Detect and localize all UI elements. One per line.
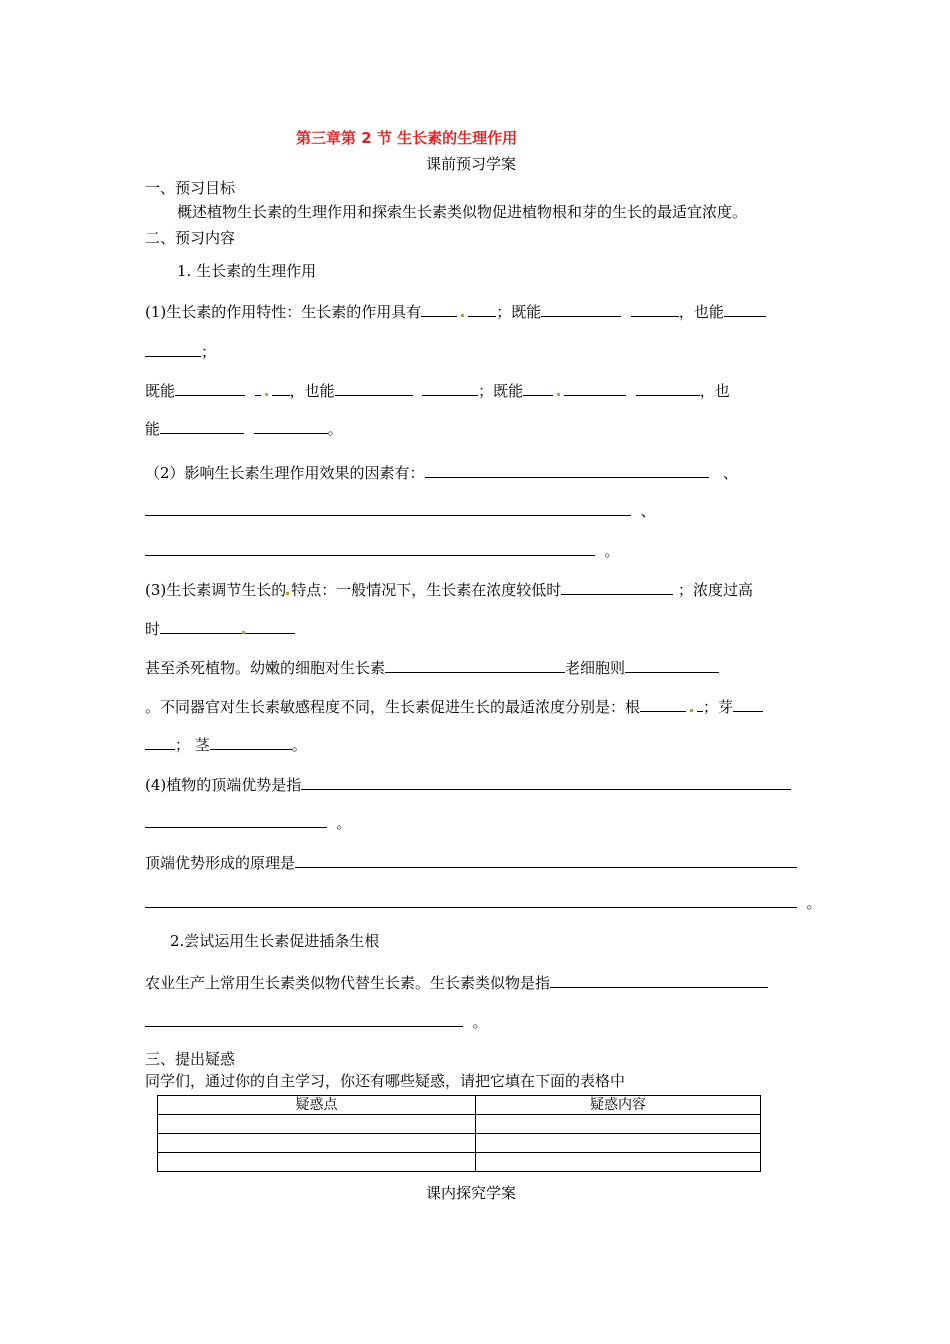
p1i: 能 bbox=[145, 420, 161, 438]
blank[interactable] bbox=[550, 972, 768, 988]
blank[interactable] bbox=[254, 418, 328, 434]
blank[interactable] bbox=[733, 696, 763, 712]
table-cell[interactable] bbox=[158, 1153, 476, 1172]
blank[interactable] bbox=[425, 462, 709, 478]
comma: 、 bbox=[640, 502, 656, 520]
p1c: ，也能 bbox=[678, 303, 724, 321]
blank[interactable] bbox=[255, 380, 261, 396]
table-cell[interactable] bbox=[158, 1115, 476, 1134]
mark-dot bbox=[557, 393, 560, 396]
period: 。 bbox=[336, 814, 352, 832]
p1a: (1)生长素的作用特性：生长素的作用具有 bbox=[145, 303, 422, 321]
p3g: 。不同器官对生长素敏感程度不同，生长素促进生长的最适浓度分别是：根 bbox=[145, 698, 641, 716]
blank[interactable] bbox=[421, 301, 457, 317]
p1f: ，也能 bbox=[289, 382, 335, 400]
blank[interactable] bbox=[160, 418, 244, 434]
blank[interactable] bbox=[145, 892, 797, 908]
blank[interactable] bbox=[631, 301, 679, 317]
blank[interactable] bbox=[145, 1011, 463, 1027]
comma: 、 bbox=[722, 464, 738, 482]
blank[interactable] bbox=[385, 657, 565, 673]
blank[interactable] bbox=[145, 540, 595, 556]
p1-line1 bbox=[145, 301, 766, 322]
blank[interactable] bbox=[564, 380, 626, 396]
p5-line2 bbox=[145, 1011, 488, 1032]
table-cell[interactable] bbox=[158, 1134, 476, 1153]
blank[interactable] bbox=[272, 380, 290, 396]
blank[interactable] bbox=[160, 618, 242, 634]
p2: （2）影响生长素生理作用效果的因素有： bbox=[145, 464, 425, 482]
blank[interactable] bbox=[145, 341, 201, 357]
blank[interactable] bbox=[640, 696, 686, 712]
p2-line2 bbox=[145, 500, 656, 521]
blank[interactable] bbox=[145, 500, 631, 516]
table-header: 疑惑点 bbox=[158, 1096, 476, 1115]
table-cell[interactable] bbox=[476, 1134, 761, 1153]
blank[interactable] bbox=[145, 812, 327, 828]
p1d: ； bbox=[201, 343, 217, 361]
p2-line3 bbox=[145, 540, 620, 561]
footer-heading: 课内探究学案 bbox=[426, 1184, 517, 1202]
page-subtitle: 课前预习学案 bbox=[426, 155, 517, 173]
table-row[interactable] bbox=[158, 1115, 761, 1134]
p1g: ；既能 bbox=[478, 382, 524, 400]
p1-line4 bbox=[145, 418, 343, 439]
section3-text: 同学们，通过你的自主学习，你还有哪些疑惑，请把它填在下面的表格中 bbox=[145, 1072, 626, 1090]
p4-line1 bbox=[145, 774, 791, 795]
p1h: ，也 bbox=[699, 382, 730, 400]
p3-line3 bbox=[145, 657, 719, 678]
mark-dot bbox=[461, 314, 464, 317]
p3i: ； 茎 bbox=[175, 736, 210, 754]
table-header: 疑惑内容 bbox=[476, 1096, 761, 1115]
item1-heading: 1. 生长素的生理作用 bbox=[177, 262, 317, 280]
p3f: 老细胞则 bbox=[565, 659, 626, 677]
p1e: 既能 bbox=[145, 382, 176, 400]
blank[interactable] bbox=[636, 380, 700, 396]
mark-dot bbox=[286, 592, 289, 595]
p4-line4 bbox=[145, 892, 822, 913]
p3-line4 bbox=[145, 696, 763, 717]
blank[interactable] bbox=[210, 734, 292, 750]
p3e: 甚至杀死植物。幼嫩的细胞对生长素 bbox=[145, 659, 386, 677]
p3d: 时 bbox=[145, 620, 161, 638]
p4b: 顶端优势形成的原理是 bbox=[145, 854, 296, 872]
p3-line5 bbox=[145, 734, 307, 755]
blank[interactable] bbox=[422, 380, 478, 396]
item2-heading: 2.尝试运用生长素促进插条生根 bbox=[170, 932, 380, 950]
period: 。 bbox=[291, 736, 307, 754]
table-header-row bbox=[158, 1096, 761, 1115]
section2-heading: 二、预习内容 bbox=[145, 229, 236, 247]
blank[interactable] bbox=[295, 852, 797, 868]
p1-line3 bbox=[145, 380, 730, 401]
period: 。 bbox=[806, 894, 822, 912]
mark-dot bbox=[265, 393, 268, 396]
mark-dot bbox=[690, 709, 693, 712]
table-cell[interactable] bbox=[476, 1115, 761, 1134]
table-row[interactable] bbox=[158, 1134, 761, 1153]
section1-heading: 一、预习目标 bbox=[145, 179, 236, 197]
blank[interactable] bbox=[541, 301, 621, 317]
p5: 农业生产上常用生长素类似物代替生长素。生长素类似物是指 bbox=[145, 974, 551, 992]
p3-line1 bbox=[145, 579, 753, 600]
p3c: ；浓度过高 bbox=[678, 581, 754, 599]
p1b: ；既能 bbox=[496, 303, 542, 321]
blank[interactable] bbox=[145, 734, 175, 750]
p4a: (4)植物的顶端优势是指 bbox=[145, 776, 302, 794]
blank[interactable] bbox=[523, 380, 553, 396]
blank[interactable] bbox=[245, 618, 295, 634]
p3h: ；芽 bbox=[703, 698, 734, 716]
p5-line1 bbox=[145, 972, 768, 993]
table-row[interactable] bbox=[158, 1153, 761, 1172]
section1-text: 概述植物生长素的生理作用和探索生长素类似物促进植物根和芽的生长的最适宜浓度。 bbox=[177, 203, 748, 221]
p2-line1 bbox=[145, 462, 738, 483]
section3-heading: 三、提出疑惑 bbox=[145, 1050, 236, 1068]
p1-line2 bbox=[145, 341, 216, 362]
p4-line2 bbox=[145, 812, 352, 833]
blank[interactable] bbox=[468, 301, 496, 317]
period: 。 bbox=[604, 542, 620, 560]
p3a: (3)生长素调节生长的 bbox=[145, 581, 287, 599]
blank[interactable] bbox=[724, 301, 766, 317]
p3b: 特点：一般情况下，生长素在浓度较低时 bbox=[291, 581, 562, 599]
p1j: 。 bbox=[327, 420, 343, 438]
blank[interactable] bbox=[335, 380, 413, 396]
question-table bbox=[157, 1095, 761, 1172]
page-title: 第三章第 2 节 生长素的生理作用 bbox=[296, 129, 518, 147]
blank[interactable] bbox=[301, 774, 791, 790]
p3-line2 bbox=[145, 618, 295, 639]
blank[interactable] bbox=[561, 579, 673, 595]
blank[interactable] bbox=[175, 380, 245, 396]
blank[interactable] bbox=[625, 657, 719, 673]
table-cell[interactable] bbox=[476, 1153, 761, 1172]
period: 。 bbox=[472, 1013, 488, 1031]
p4-line3 bbox=[145, 852, 797, 873]
